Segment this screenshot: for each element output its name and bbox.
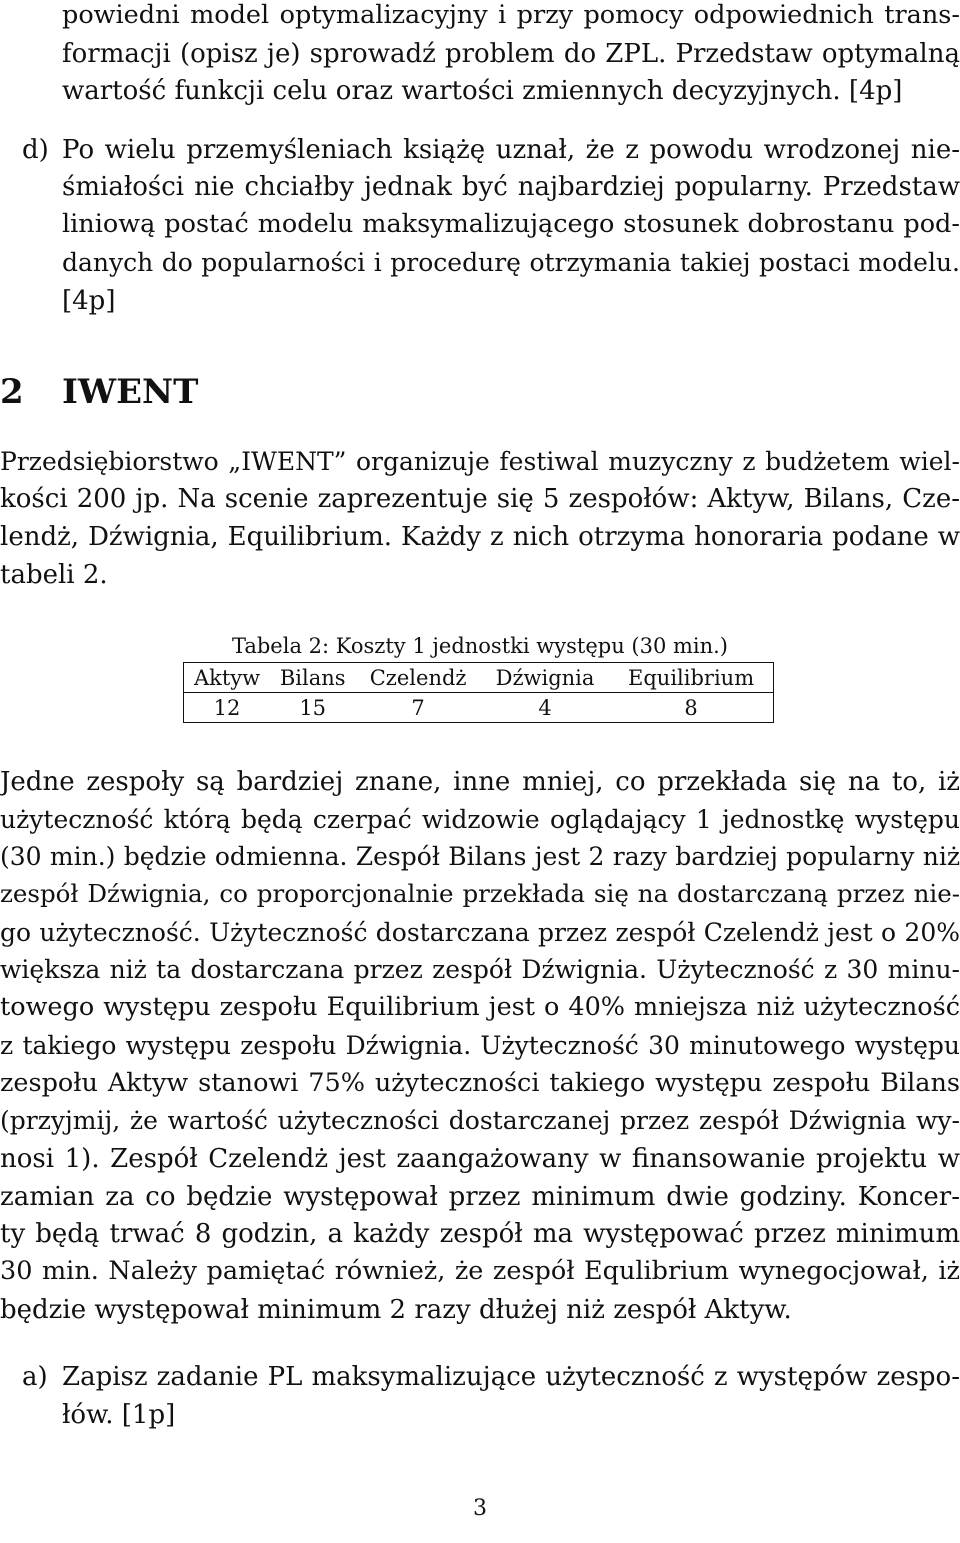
paragraph-line: większa niż ta dostarczana przez zespół Dźwignia. Użyteczność z 30 minu- [0, 955, 960, 984]
table-header-cell: Czelendż [369, 665, 467, 690]
item-d-label: d) [22, 135, 49, 165]
intro-line: wartość funkcji celu oraz wartości zmiennych decyzyjnych. [4p] [62, 76, 903, 106]
section-heading [0, 372, 198, 412]
table-cell: 8 [684, 695, 698, 720]
paragraph-line: (30 min.) będzie odmienna. Zespół Bilans jest 2 razy bardziej popularny niż [0, 842, 960, 871]
paragraph-line: zespół Dźwignia, co proporcjonalnie przekłada się na dostarczaną przez nie- [0, 879, 960, 908]
table-caption: Tabela 2: Koszty 1 jednostki występu (30 min.) [231, 634, 729, 658]
item-d-line: śmiałości nie chciałby jednak być najbardziej popularny. Przedstaw [62, 172, 960, 202]
paragraph-line: lendż, Dźwignia, Equilibrium. Każdy z nich otrzyma honoraria podane w [0, 522, 960, 552]
table-header-cell: Dźwignia [495, 665, 595, 690]
paragraph-line: z takiego występu zespołu Dźwignia. Użyteczność 30 minutowego występu [0, 1031, 960, 1060]
paragraph-line: 30 min. Należy pamiętać również, że zespół Equlibrium wynegocjował, iż [0, 1256, 960, 1286]
paragraph-line: zamian za co będzie występował przez minimum dwie godziny. Koncer- [0, 1182, 960, 1212]
table-cell: 15 [299, 695, 327, 720]
table-header-cell: Equilibrium [628, 665, 755, 690]
table-header-cell: Bilans [279, 665, 346, 690]
item-d-line: Po wielu przemyśleniach książę uznał, że z powodu wrodzonej nie- [62, 135, 960, 165]
paragraph-line: użyteczność którą będą czerpać widzowie oglądający 1 jednostkę występu [0, 805, 960, 834]
section-number: 2 [0, 372, 24, 412]
paragraph-line: go użyteczność. Użyteczność dostarczana przez zespół Czelendż jest o 20% [0, 918, 960, 947]
paragraph-line: ty będą trwać 8 godzin, a każdy zespół ma występować przez minimum [0, 1219, 960, 1249]
item-a-label: a) [22, 1362, 48, 1392]
item-d-line: liniową postać modelu maksymalizującego stosunek dobrostanu pod- [62, 209, 960, 239]
paragraph-line: zespołu Aktyw stanowi 75% użyteczności takiego występu zespołu Bilans [0, 1068, 960, 1098]
paragraph-line: będzie występował minimum 2 razy dłużej niż zespół Aktyw. [0, 1295, 792, 1325]
table-row [184, 693, 774, 723]
paragraph-line: (przyjmij, że wartość użyteczności dostarczanej przez zespół Dźwignia wy- [0, 1106, 960, 1135]
table-header-row [184, 663, 774, 693]
item-a-line: łów. [1p] [62, 1400, 176, 1430]
paragraph-line: Przedsiębiorstwo „IWENT” organizuje festiwal muzyczny z budżetem wiel- [0, 447, 960, 476]
item-d-line: [4p] [62, 286, 116, 316]
section-title: IWENT [62, 372, 199, 412]
costs-table [183, 662, 774, 723]
paragraph-line: Jedne zespoły są bardziej znane, inne mniej, co przekłada się na to, iż [0, 767, 960, 797]
paragraph-line: nosi 1). Zespół Czelendż jest zaangażowany w finansowanie projektu w [0, 1144, 960, 1174]
paragraph-line: kości 200 jp. Na scenie zaprezentuje się 5 zespołów: Aktyw, Bilans, Cze- [0, 484, 960, 514]
item-a-line: Zapisz zadanie PL maksymalizujące użyteczność z występów zespo- [62, 1362, 960, 1392]
table-cell: 4 [538, 695, 552, 720]
intro-line: formacji (opisz je) sprowadź problem do ZPL. Przedstaw optymalną [62, 39, 960, 69]
table-cell: 12 [213, 695, 241, 720]
paragraph-line: tabeli 2. [0, 560, 108, 590]
paragraph-line: towego występu zespołu Equilibrium jest o 40% mniejsza niż użyteczność [0, 992, 960, 1022]
intro-line: powiedni model optymalizacyjny i przy pomocy odpowiednich trans- [62, 0, 960, 30]
table-cell: 7 [411, 695, 425, 720]
table-header-cell: Aktyw [193, 665, 261, 690]
page-number: 3 [473, 1496, 487, 1521]
item-d-line: danych do popularności i procedurę otrzymania takiej postaci modelu. [62, 248, 960, 277]
